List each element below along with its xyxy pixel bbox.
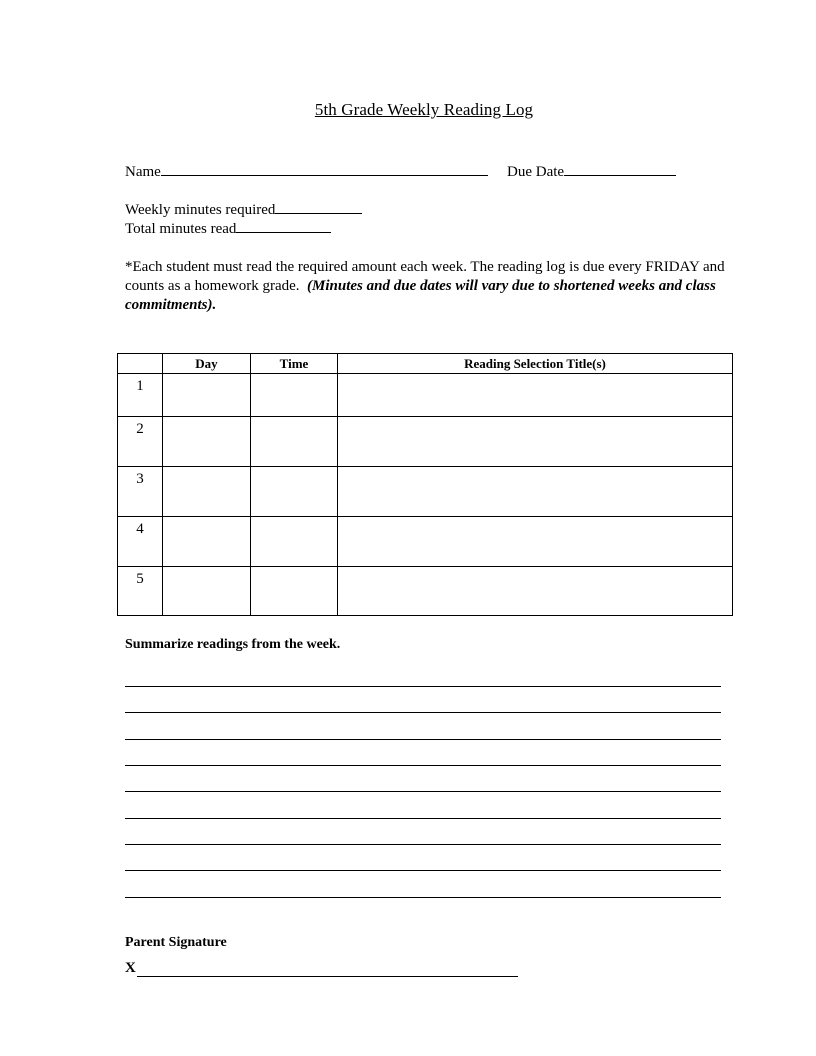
header-time: Time (251, 354, 338, 374)
day-cell[interactable] (163, 517, 251, 567)
summary-label: Summarize readings from the week. (125, 637, 341, 652)
signature-x-mark: X (125, 960, 136, 976)
name-label: Name (125, 164, 161, 180)
day-cell[interactable] (163, 374, 251, 417)
time-cell[interactable] (251, 374, 338, 417)
parent-signature-label: Parent Signature (125, 935, 227, 950)
total-minutes-row (125, 219, 331, 238)
page-title: 5th Grade Weekly Reading Log (314, 100, 534, 119)
row-number: 2 (118, 417, 163, 467)
total-minutes-label: Total minutes read (125, 221, 237, 237)
title-cell[interactable] (338, 467, 733, 517)
instructions-emphasis: (Minutes and due dates will vary due to shortened weeks and class commitments). (125, 278, 716, 313)
time-cell[interactable] (251, 567, 338, 616)
title-cell[interactable] (338, 567, 733, 616)
row-number: 3 (118, 467, 163, 517)
summary-line[interactable] (125, 818, 721, 819)
weekly-minutes-label: Weekly minutes required (125, 202, 276, 218)
summary-line[interactable] (125, 897, 721, 898)
summary-line[interactable] (125, 844, 721, 845)
summary-line[interactable] (125, 686, 721, 687)
signature-line[interactable] (137, 976, 518, 977)
title-cell[interactable] (338, 517, 733, 567)
table-row (118, 517, 733, 567)
day-cell[interactable] (163, 567, 251, 616)
time-cell[interactable] (251, 517, 338, 567)
header-number (118, 354, 163, 374)
summary-line[interactable] (125, 739, 721, 740)
instructions-text: *Each student must read the required amount each week. The reading log is due every FRIDAY and counts as a homework grade. (125, 259, 725, 294)
table-row (118, 417, 733, 467)
row-number: 5 (118, 567, 163, 616)
reading-log-table (117, 353, 733, 616)
header-day: Day (163, 354, 251, 374)
weekly-minutes-field[interactable] (275, 200, 362, 214)
table-row (118, 567, 733, 616)
total-minutes-field[interactable] (236, 219, 331, 233)
due-date-field[interactable] (564, 162, 676, 176)
day-cell[interactable] (163, 417, 251, 467)
table-header-row (118, 354, 733, 374)
name-row (125, 162, 488, 181)
table-row (118, 467, 733, 517)
title-cell[interactable] (338, 417, 733, 467)
summary-line[interactable] (125, 712, 721, 713)
due-date-label: Due Date (507, 164, 565, 180)
title-cell[interactable] (338, 374, 733, 417)
table-row (118, 374, 733, 417)
row-number: 1 (118, 374, 163, 417)
time-cell[interactable] (251, 467, 338, 517)
summary-line[interactable] (125, 791, 721, 792)
summary-line[interactable] (125, 765, 721, 766)
row-number: 4 (118, 517, 163, 567)
summary-line[interactable] (125, 870, 721, 871)
time-cell[interactable] (251, 417, 338, 467)
weekly-minutes-row (125, 200, 362, 219)
name-field[interactable] (161, 162, 488, 176)
day-cell[interactable] (163, 467, 251, 517)
header-title: Reading Selection Title(s) (338, 354, 733, 374)
instructions (125, 258, 725, 315)
due-date-row (507, 162, 676, 181)
